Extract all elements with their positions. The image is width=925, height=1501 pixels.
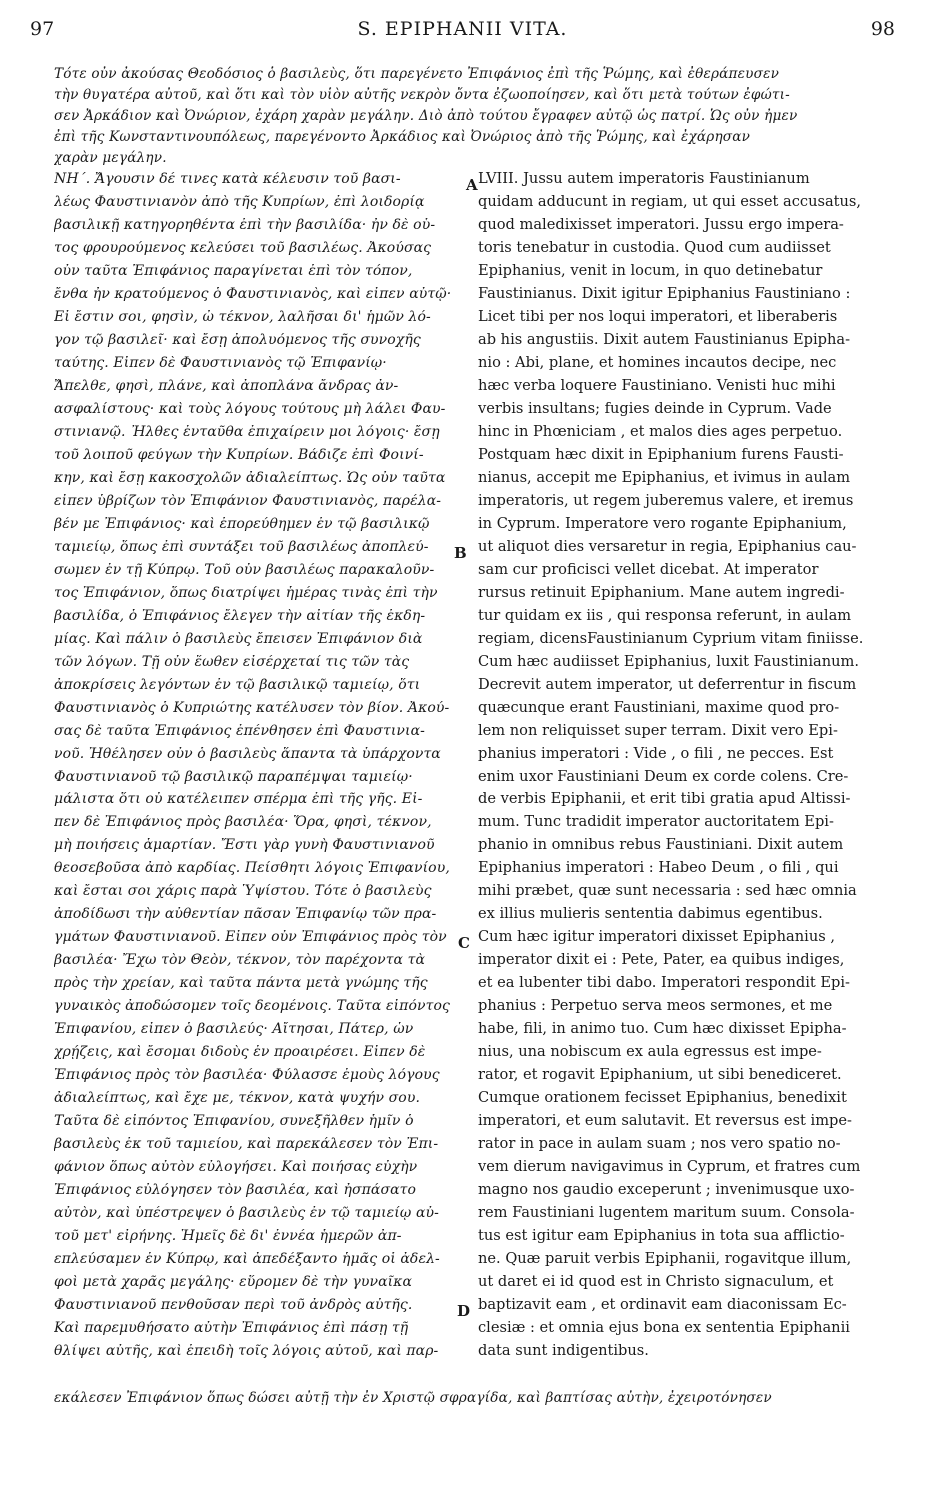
greek-line: αὐτὸν, καὶ ὑπέστρεψεν ὁ βασιλεὺς ἐν τῷ ταμιείῳ αὐ- [54,1206,439,1221]
page-number-left: 97 [30,18,55,40]
greek-line: ασφαλίστους· καὶ τοὺς λόγους τούτους μὴ λάλει Φαυ- [54,401,446,416]
greek-line: θεοσεβοῦσα ἀπὸ καρδίας. Πείσθητι λόγοις Ἐπιφανίου, [54,861,450,876]
latin-line: hinc in Phœniciam , et malos dies ages perpetuo. [478,424,843,440]
greek-line: Ἐπιφάνιος εὐλόγησεν τὸν βασιλέα, καὶ ἠσπάσατο [54,1183,417,1198]
greek-line: φάνιον ὅπως αὐτὸν εὐλογήσει. Καὶ ποιήσας εὐχὴν [54,1160,418,1175]
greek-line: θλίψει αὐτῆς, καὶ ἐπειδὴ τοῖς λόγοις αὐτοῦ, καὶ παρ- [54,1344,439,1359]
latin-line: Decrevit autem imperator, ut deferrentur in fiscum [478,677,857,693]
greek-line: κην, καὶ ἔσῃ κακοσχολῶν ἀδιαλείπτως. Ὡς οὖν ταῦτα [54,470,446,485]
greek-line: Φαυστινιανοῦ τῷ βασιλικῷ παραπέμψαι ταμιείῳ· [54,769,413,784]
latin-line: Faustinianus. Dixit igitur Epiphanius Faustiniano : [478,286,851,302]
greek-line: πρὸς τὴν χρείαν, καὶ ταῦτα πάντα μετὰ γνώμης τῆς [54,976,428,991]
latin-line: nius, una nobiscum ex aula egressus est impe- [478,1045,822,1060]
page-number-right: 98 [870,18,895,40]
greek-line: Ἐπιφάνιος πρὸς τὸν βασιλέα· Φύλασσε ἐμοὺς λόγους [54,1068,440,1083]
intro-line: τὴν θυγατέρα αὐτοῦ, καὶ ὅτι καὶ τὸν υἱὸν αὐτῆς νεκρὸν ὄντα ἐζωοποίησεν, καὶ ὅτι μετὰ τούτων ἐφώτι- [54,87,790,103]
greek-line: Ταῦτα δὲ εἰπόντος Ἐπιφανίου, συνεξῆλθεν ἡμῖν ὁ [54,1114,414,1129]
latin-line: vem dierum navigavimus in Cyprum, et fratres cum [478,1160,861,1175]
section-marker-a: A [466,176,478,194]
latin-line: phanio in omnibus rebus Faustiniani. Dixit autem [478,838,844,854]
latin-line: ex illius mulieris sententia dabimus egentibus. [478,907,823,922]
greek-line: τοῦ λοιποῦ φεύγων τὴν Κυπρίων. Βάδιζε ἐπὶ Φοινί- [54,447,424,462]
latin-line: rursus retinuit Epiphanium. Mane autem ingredi- [478,585,845,601]
greek-line: στινιανῷ. Ἦλθες ἐνταῦθα ἐπιχαίρειν μοι λόγοις· ἔσῃ [54,424,440,439]
latin-line: Epiphanius imperatori : Habeo Deum , o fili , qui [478,861,839,877]
latin-line: Licet tibi per nos loqui imperatori, et liberaberis [478,309,838,325]
latin-line: tus est igitur eam Epiphanius in tota sua afflictio- [478,1229,845,1244]
latin-line: toris tenebatur in custodia. Quod cum audiisset [478,240,831,256]
latin-line: baptizavit eam , et ordinavit eam diaconissam Ec- [478,1298,847,1313]
greek-line: βασιλικῇ κατηγορηθέντα ἐπὶ τὴν βασιλίδα· ἦν δὲ οὗ- [54,217,436,232]
greek-line: ἔνθα ἦν κρατούμενος ὁ Φαυστινιανὸς, καὶ εἶπεν αὐτῷ· [54,286,452,301]
greek-line: Φαυστινιανὸς ὁ Κυπριώτης κατέλυσεν τὸν βίον. Ἀκού- [54,700,450,715]
latin-line: Postquam hæc dixit in Epiphanium furens Fausti- [478,447,844,463]
section-marker-c: C [458,934,470,953]
latin-line: nio : Abi, plane, et homines incautos decipe, nec [478,355,837,371]
latin-line: rator, et rogavit Epiphanium, ut sibi benediceret. [478,1068,842,1083]
latin-line: Epiphanius, venit in locum, in quo detinebatur [478,263,823,279]
latin-line: clesiæ : et omnia ejus bona ex sententia Epiphanii [478,1321,850,1336]
greek-line: βασιλίδα, ὁ Ἐπιφάνιος ἔλεγεν τὴν αἰτίαν τῆς ἐκδη- [54,608,426,623]
intro-line: χαρὰν μεγάλην. [54,150,167,166]
intro-line: Τότε οὖν ἀκούσας Θεοδόσιος ὁ βασιλεὺς, ὅτι παρεγένετο Ἐπιφάνιος ἐπὶ τῆς Ῥώμης, καὶ ἐθεράπευσεν [54,66,780,82]
latin-line: regiam, dicensFaustinianum Cyprium vitam finiisse. [478,631,864,647]
intro-line: σεν Ἀρκάδιον καὶ Ὀνώριον, ἐχάρη χαρὰν μεγάλην. Διὸ ἀπὸ τούτου ἔγραφεν αὐτῷ ὡς πατρί. Ὡς οὖν ἦμεν [54,108,798,124]
greek-line: ταύτης. Εἶπεν δὲ Φαυστινιανὸς τῷ Ἐπιφανίῳ· [54,355,387,370]
greek-line: ἀδιαλείπτως, καὶ ἔχε με, τέκνον, κατὰ ψυχήν σου. [54,1091,420,1106]
section-marker-b: B [454,543,467,562]
greek-line: πεν δὲ Ἐπιφάνιος πρὸς βασιλέα· Ὅρα, φησὶ, τέκνον, [54,815,432,830]
greek-line: Ἐπιφανίου, εἶπεν ὁ βασιλεύς· Αἴτησαι, Πάτερ, ὧν [54,1022,414,1037]
greek-line: μίας. Καὶ πάλιν ὁ βασιλεὺς ἔπεισεν Ἐπιφάνιον διὰ [54,631,423,646]
greek-line: οὖν ταῦτα Ἐπιφάνιος παραγίνεται ἐπὶ τὸν τόπον, [54,263,413,278]
greek-line: τος Ἐπιφάνιον, ὅπως διατρίψει ἡμέρας τινὰς ἐπὶ τὴν [54,585,438,600]
greek-line: τος φρουρούμενος κελεύσει τοῦ βασιλέως. Ἀκούσας [54,240,432,255]
greek-line: ΝΗ΄. Ἄγουσιν δέ τινες κατὰ κέλευσιν τοῦ βασι- [54,172,401,186]
latin-line: lem non reliquisset super terram. Dixit vero Epi- [478,723,838,739]
latin-line: nianus, accepit me Epiphanius, et ivimus in aulam [478,470,851,486]
latin-line: mihi præbet, quæ sunt necessaria : sed hæc omnia [478,884,857,899]
latin-line: ab his angustiis. Dixit autem Faustinianus Epipha- [478,332,851,348]
greek-line: τοῦ μετ' εἰρήνης. Ἡμεῖς δὲ δι' ἐννέα ἡμερῶν ἀπ- [54,1229,402,1244]
latin-line: Cumque orationem fecisset Epiphanius, benedixit [478,1091,847,1106]
latin-line: Cum hæc audiisset Epiphanius, luxit Faustinianum. [478,654,859,670]
running-header [22,18,903,46]
latin-line: sam cur proficisci vellet dicebat. At imperator [478,562,819,578]
greek-line: καὶ ἔσται σοι χάρις παρὰ Ὑψίστου. Τότε ὁ βασιλεὺς [54,884,432,899]
intro-line: ἐπὶ τῆς Κωνσταντινουπόλεως, παρεγένοντο Ἀρκάδιος καὶ Ὀνώριος ἀπὸ τῆς Ῥώμης, καὶ ἐχάρησαν [54,129,751,145]
greek-line: χρῄζεις, καὶ ἔσομαι διδοὺς ἐν προαιρέσει. Εἶπεν δὲ [54,1045,426,1060]
latin-line: et ea lubenter tibi dabo. Imperatori respondit Epi- [478,976,850,991]
greek-line: Ἄπελθε, φησὶ, πλάνε, καὶ ἀποπλάνα ἄνδρας ἀν- [54,378,399,393]
greek-line: σωμεν ἐν τῇ Κύπρῳ. Τοῦ οὖν βασιλέως παρακαλοῦν- [54,562,435,577]
latin-line: tur quidam ex iis , qui responsa referunt, in aulam [478,608,852,624]
latin-line: rator in pace in aulam suam ; nos vero spatio no- [478,1137,841,1152]
greek-line: Καὶ παρεμυθήσατο αὐτὴν Ἐπιφάνιος ἐπὶ πάσῃ τῇ [54,1321,409,1336]
greek-line: μὴ ποιήσεις ἁμαρτίαν. Ἔστι γὰρ γυνὴ Φαυστινιανοῦ [54,838,435,853]
greek-line: λέως Φαυστινιανὸν ἀπὸ τῆς Κυπρίων, ἐπὶ λοιδορίᾳ [54,194,425,209]
latin-line: imperatori, et eum salutavit. Et reversus est impe- [478,1114,852,1129]
latin-line: imperator dixit ei : Pete, Pater, ea quibus indiges, [478,953,845,968]
latin-line: ne. Quæ paruit verbis Epiphanii, rogavitque illum, [478,1252,852,1267]
latin-line: imperatoris, ut regem juberemus valere, et iremus [478,493,854,509]
latin-line: quod maledixisset imperatori. Jussu ergo impera- [478,217,844,233]
greek-line: γυναικὸς ἀποδώσομεν τοῖς δεομένοις. Ταῦτα εἰπόντος [54,999,450,1014]
latin-line: hæc verba loquere Faustiniano. Venisti huc mihi [478,378,836,394]
greek-line: βασιλεὺς ἐκ τοῦ ταμιείου, καὶ παρεκάλεσεν τὸν Ἐπι- [54,1137,439,1152]
greek-line: βέν με Ἐπιφάνιος· καὶ ἐπορεύθημεν ἐν τῷ βασιλικῷ [54,516,430,531]
latin-line: de verbis Epiphanii, et erit tibi gratia apud Altissi- [478,792,851,808]
greek-line: σας δὲ ταῦτα Ἐπιφάνιος ἐπένθησεν ἐπὶ Φαυστινια- [54,723,426,738]
final-line: εκάλεσεν Ἐπιφάνιον ὅπως δώσει αὐτῇ τὴν ἐν Χριστῷ σφραγίδα, καὶ βαπτίσας αὐτὴν, ἐχειροτόνησεν [54,1390,772,1406]
greek-line: γμάτων Φαυστινιανοῦ. Εἶπεν οὖν Ἐπιφάνιος πρὸς τὸν [54,930,447,945]
greek-line: εἶπεν ὑβρίζων τὸν Ἐπιφάνιον Φαυστινιανὸς, παρέλα- [54,493,442,508]
latin-line: LVIII. Jussu autem imperatoris Faustinianum [478,172,810,187]
latin-line: ut daret ei id quod est in Christo signaculum, et [478,1275,834,1290]
latin-line: verbis insultans; fugies deinde in Cyprum. Vade [478,401,832,417]
latin-line: in Cyprum. Imperatore vero rogante Epiphanium, [478,516,847,532]
greek-line: Εἰ ἔστιν σοι, φησὶν, ὦ τέκνον, λαλῆσαι δι' ἡμῶν λό- [54,309,431,324]
greek-line: ἀποκρίσεις λεγόντων ἐν τῷ βασιλικῷ ταμιείῳ, ὅτι [54,677,421,692]
latin-line: enim uxor Faustiniani Deum ex corde colens. Cre- [478,769,849,785]
latin-line: rem Faustiniani lugentem maritum suum. Consola- [478,1206,855,1221]
latin-line: data sunt indigentibus. [478,1344,649,1359]
greek-line: μάλιστα ὅτι οὐ κατέλειπεν σπέρμα ἐπὶ τῆς γῆς. Εἶ- [54,792,423,807]
greek-line: ἀποδίδωσι τὴν αὐθεντίαν πᾶσαν Ἐπιφανίῳ τῶν πρα- [54,907,437,922]
latin-line: quidam adducunt in regiam, ut qui esset accusatus, [478,194,862,210]
latin-line: mum. Tunc tradidit imperator auctoritatem Epi- [478,815,834,831]
page-title: S. EPIPHANII VITA. [357,18,568,40]
greek-line: βασιλέα· Ἔχω τὸν Θεὸν, τέκνον, τὸν παρέχοντα τὰ [54,953,426,968]
greek-line: τῶν λόγων. Τῇ οὖν ἕωθεν εἰσέρχεταί τις τῶν τὰς [54,654,410,669]
greek-line: Φαυστινιανοῦ πενθοῦσαν περὶ τοῦ ἀνδρὸς αὐτῆς. [54,1298,413,1313]
latin-line: phanius imperatori : Vide , o fili , ne pecces. Est [478,746,834,762]
greek-line: γον τῷ βασιλεῖ· καὶ ἔσῃ ἀπολυόμενος τῆς συνοχῆς [54,332,421,347]
greek-line: νοῦ. Ἠθέλησεν οὖν ὁ βασιλεὺς ἅπαντα τὰ ὑπάρχοντα [54,746,441,761]
latin-line: magno nos gaudio exceperunt ; invenimusque uxo- [478,1183,855,1198]
greek-line: φοὶ μετὰ χαρᾶς μεγάλης· εὕρομεν δὲ τὴν γυναῖκα [54,1275,413,1290]
greek-line: ταμιείῳ, ὅπως ἐπὶ συντάξει τοῦ βασιλέως ἀποπλεύ- [54,539,429,554]
latin-line: habe, fili, in animo tuo. Cum hæc dixisset Epipha- [478,1022,847,1037]
latin-line: ut aliquot dies versaretur in regia, Epiphanius cau- [478,539,857,555]
latin-line: quæcunque erant Faustiniani, maxime quod pro- [478,700,840,716]
latin-line: Cum hæc igitur imperatori dixisset Epiphanius , [478,930,835,945]
section-marker-d: D [457,1302,471,1321]
latin-line: phanius : Perpetuo serva meos sermones, et me [478,999,833,1014]
greek-line: επλεύσαμεν ἐν Κύπρῳ, καὶ ἀπεδέξαντο ἡμᾶς οἱ ἀδελ- [54,1252,440,1267]
